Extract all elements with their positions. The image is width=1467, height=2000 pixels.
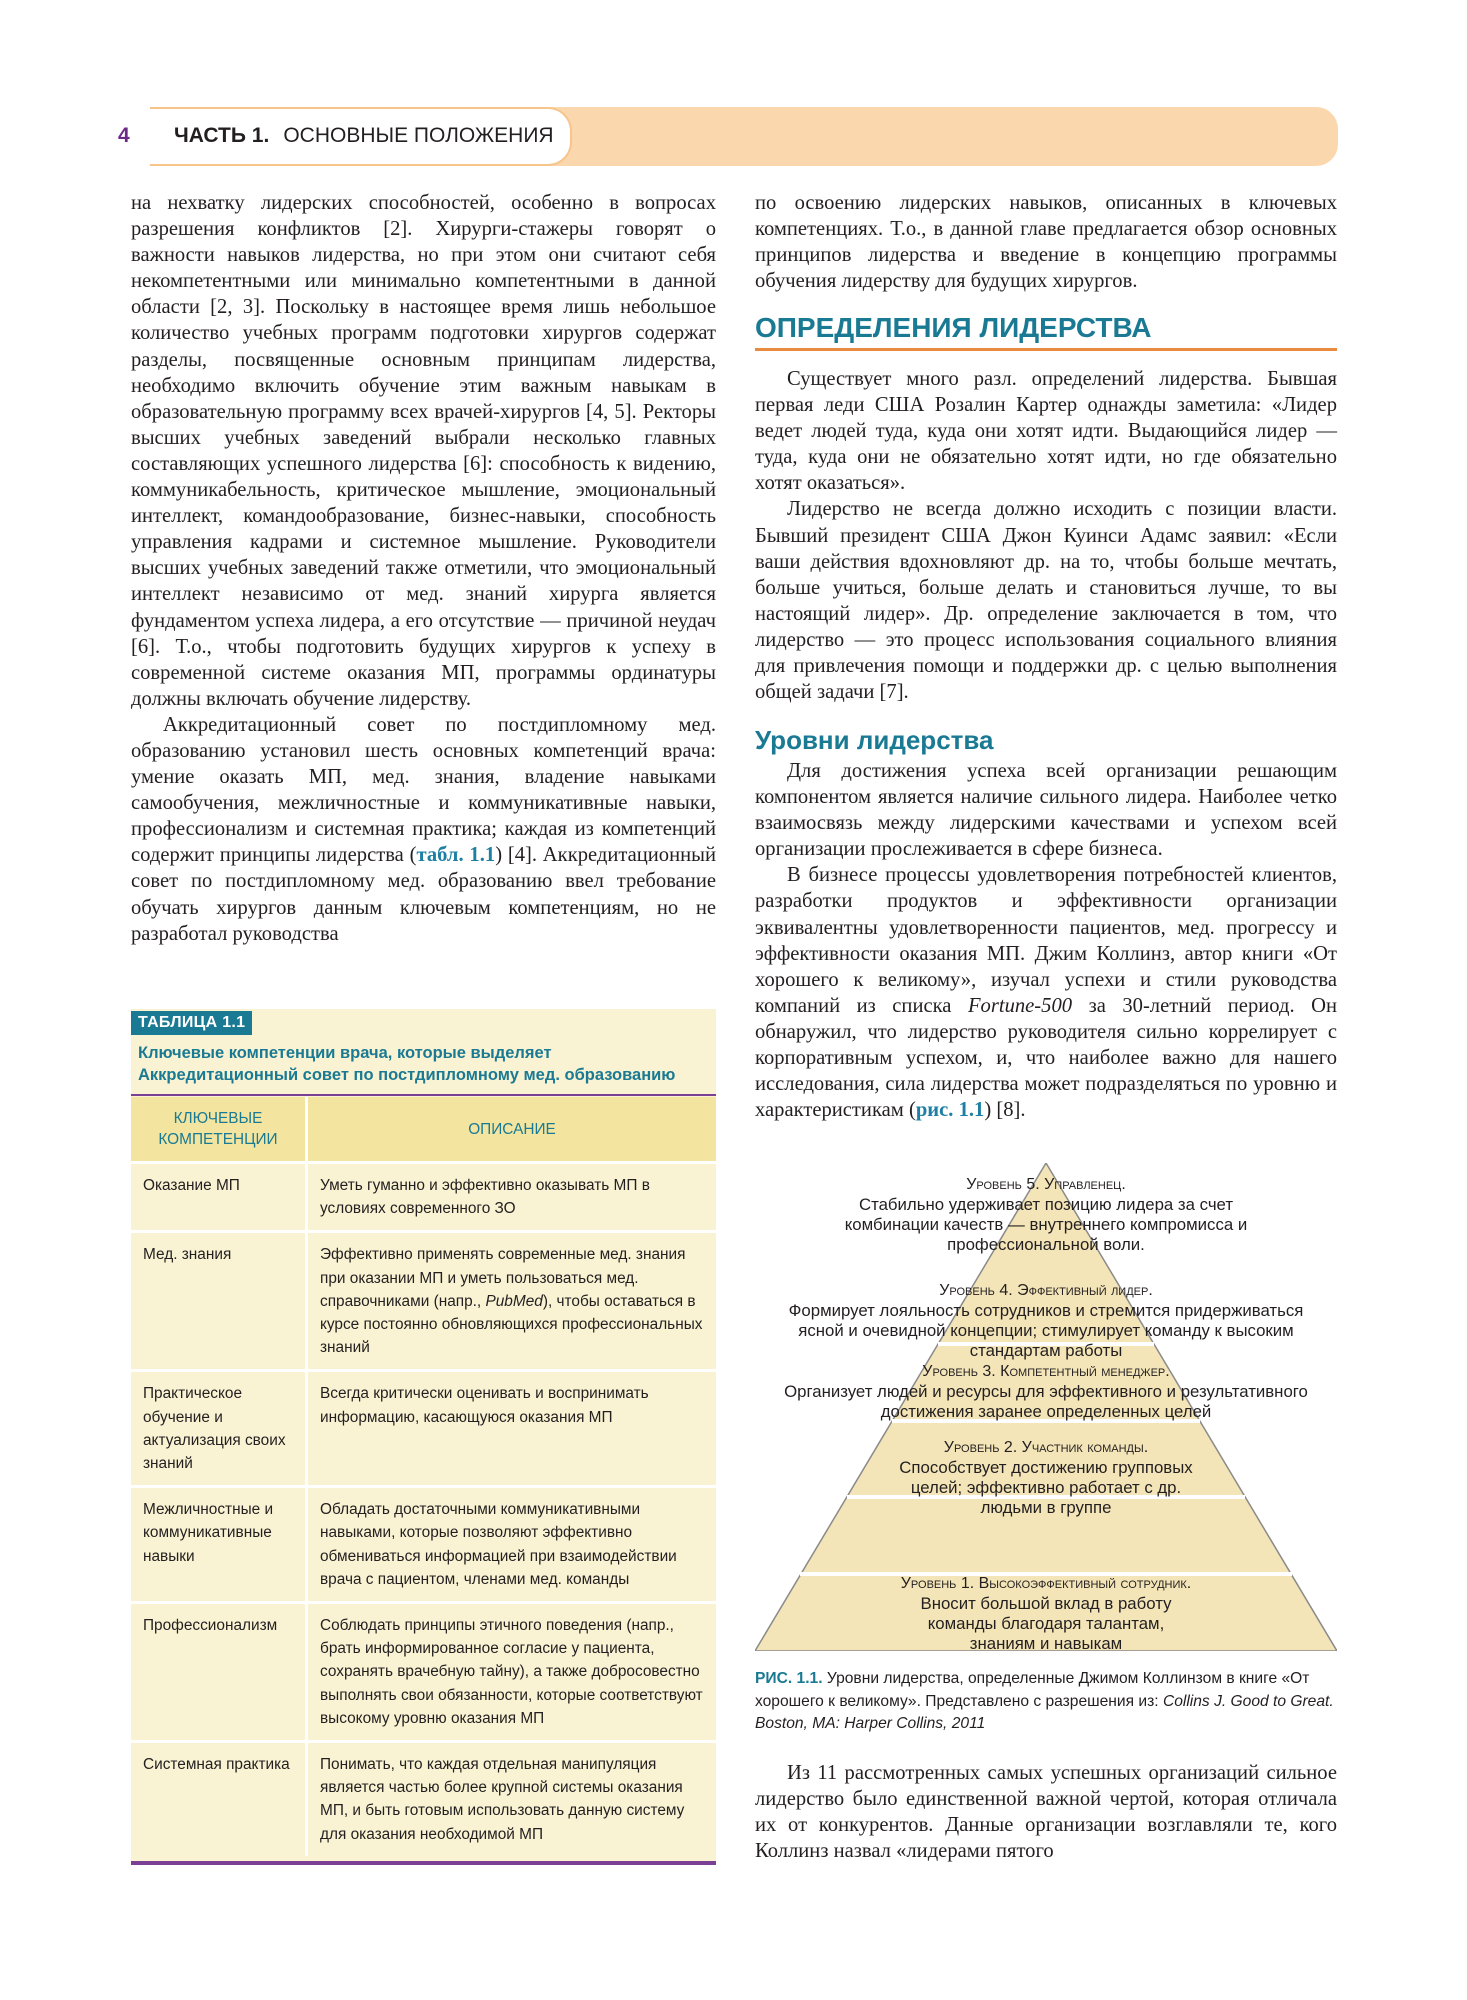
subsection-heading: Уровни лидерства	[755, 725, 994, 755]
level-title: Уровень 5. Управленец.	[966, 1176, 1126, 1193]
part-label: ЧАСТЬ 1.	[174, 124, 270, 147]
competency-description: Понимать, что каждая отдельная манипуляция является частью более крупной системы оказания МП, и быть готовым использовать данную систему для оказания необходимой МП	[307, 1742, 717, 1856]
paragraph: Лидерство не всегда должно исходить с позиции власти. Бывший президент США Джон Куинси Адамс заявил: «Если ваши действия вдохновляют др. на то, чтобы больше мечтать, больше учиться, больше делать и становиться лучше, то вы настоящий лидер». Др. определение заключается в том, что лидерство — это процесс использования социального влияния для привлечения помощи и поддержки др. с целью выполнения общей задачи [7].	[755, 498, 1337, 704]
paragraph	[131, 712, 716, 947]
paragraph: по освоению лидерских навыков, описанных в ключевых компетенциях. Т.о., в данной главе предлагается обзор основных принципов лидерства и введение в концепцию программы обучения лидерству для будущих хирургов.	[755, 192, 1337, 293]
competency-description: Всегда критически оценивать и воспринимать информацию, касающуюся оказания МП	[307, 1371, 717, 1487]
leadership-pyramid-figure	[755, 1163, 1337, 1651]
competency-description: Уметь гуманно и эффективно оказывать МП в условиях современного ЗО	[307, 1163, 717, 1232]
level-title: Уровень 2. Участник команды.	[943, 1439, 1149, 1456]
competency-name: Профессионализм	[131, 1603, 307, 1742]
level-title: Уровень 3. Компетентный менеджер.	[922, 1363, 1170, 1380]
paragraph: Существует много разл. определений лидерства. Бывшая первая леди США Розалин Картер однажды заметила: «Лидер ведет людей туда, куда они хотят идти. Выдающийся лидер — туда, куда они не обязательно хотят идти, но где обязательно хотят оказаться».	[755, 368, 1337, 495]
text-run-italic: Fortune-500	[967, 994, 1073, 1017]
table-1-1	[131, 1009, 716, 1865]
figure-label: РИС. 1.1.	[755, 1670, 823, 1687]
table-tag: ТАБЛИЦА 1.1	[131, 1011, 252, 1035]
table-row	[131, 1603, 716, 1742]
paragraph	[755, 862, 1337, 1123]
part-title: ОСНОВНЫЕ ПОЛОЖЕНИЯ	[283, 124, 554, 147]
competency-description	[307, 1232, 717, 1371]
text-run: В бизнесе процессы удовлетворения потребностей клиентов, разработки продуктов и эффективности организации эквивалентны удовлетворенности пациентов, мед. прогрессу и эффективности оказания МП. Джим Коллинз, автор книги «От хорошего к великому», изучал успехи и стили руководства компаний из списка	[755, 864, 1337, 1017]
text-run: ) [8].	[984, 1099, 1026, 1122]
paragraph: Из 11 рассмотренных самых успешных организаций сильное лидерство было единственной важной чертой, которая отличала их от конкурентов. Данные организации возглавляли те, кого Коллинз назвал «лидерами пятого	[755, 1762, 1337, 1863]
levels-text	[755, 758, 1337, 1123]
level-title: Уровень 1. Высокоэффективный сотрудник.	[900, 1575, 1192, 1592]
text-run: ), чтобы оставаться в курсе постоянно обновляющихся профессиональных знаний	[320, 1292, 703, 1357]
text-run: за 30-летний период. Он обнаружил, что лидерство руководителя сильно коррелирует с корпоративным успехом, и, что наиболее важно для нашего исследования, сила лидерства может подразделяться по уровню и характеристикам (	[755, 994, 1337, 1122]
left-column	[131, 190, 716, 947]
level-description: Стабильно удерживает позицию лидера за счет комбинации качеств — внутреннего компромисса и профессиональной воли.	[844, 1195, 1248, 1254]
text-run: Аккредитационный совет по постдипломному мед. образованию установил шесть основных компетенций врача: умение оказать МП, мед. знания, владение навыками самообучения, межличностные и коммуникативные навыки, профессионализм и системная практика; каждая из компетенций содержит принципы лидерства (	[131, 713, 716, 867]
table-row	[131, 1371, 716, 1487]
pyramid-level-1	[755, 1574, 1337, 1654]
level-title: Уровень 4. Эффективный лидер.	[939, 1282, 1153, 1299]
paragraph: Для достижения успеха всей организации решающим компонентом является наличие сильного лидера. Наиболее четко взаимосвязь между лидерскими качествами и успехом всей организации прослеживается в сфере бизнеса.	[755, 760, 1337, 861]
table-title: Ключевые компетенции врача, которые выделяет Аккредитационный совет по постдипломному мед. образованию	[138, 1044, 676, 1084]
paragraph: на нехватку лидерских способностей, особенно в вопросах разрешения конфликтов [2]. Хирурги-стажеры говорят о важности навыков лидерства, но при этом они считают себя некомпетентными или минимально компетентными в данной области [2, 3]. Поскольку в настоящее время лишь небольшое количество учебных программ подготовки хирургов содержат разделы, посвященные основным принципам лидерства, необходимо включить обучение этим важным навыкам в образовательную программу всех врачей-хирургов [4, 5]. Ректоры высших учебных заведений выбрали несколько главных составляющих успешного лидерства [6]: способность к видению, коммуникабельность, критическое мышление, эмоциональный интеллект, командообразование, бизнес-навыки, способность управления кадрами и системное мышление. Руководители высших учебных заведений также отметили, что эмоциональный интеллект независимо от мед. знаний хирурга является фундаментом успеха лидера, а его отсутствие — причиной неудач [6]. Т.о., чтобы подготовить будущих хирургов к успеху в современной системе оказания МП, программы ординатуры должны включать обучение лидерству.	[131, 192, 716, 710]
text-run: ) [4]. Аккредитационный совет по постдипломному мед. образованию ввел требование обучать хирургов данным ключевым компетенциям, но не разработал руководства	[131, 844, 716, 945]
competency-description: Соблюдать принципы этичного поведения (напр., брать информированное согласие у пациента, сохранять врачебную тайну), а также добросовестно выполнять свои обязанности, которые соответствуют высокому уровню оказания МП	[307, 1603, 717, 1742]
figure-caption	[755, 1668, 1337, 1736]
competencies-table	[131, 1097, 716, 1856]
pyramid-level-5	[755, 1175, 1337, 1255]
right-column-bottom	[755, 1760, 1337, 1864]
pyramid-level-4	[755, 1281, 1337, 1361]
competency-name: Межличностные и коммуникативные навыки	[131, 1487, 307, 1603]
column-header-description: ОПИСАНИЕ	[307, 1097, 717, 1163]
competency-name: Системная практика	[131, 1742, 307, 1856]
figure-reference-link[interactable]: рис. 1.1	[915, 1099, 985, 1122]
competency-name: Оказание МП	[131, 1163, 307, 1232]
text-run: Эффективно применять современные мед. знания при оказании МП и уметь пользоваться мед. справочниками (напр.,	[320, 1246, 686, 1310]
caption-source: Collins J. Good to Great. Boston, MA: Harper Collins, 2011	[755, 1692, 1334, 1733]
competency-name: Практическое обучение и актуализация своих знаний	[131, 1371, 307, 1487]
table-row	[131, 1487, 716, 1603]
page-number: 4	[118, 124, 130, 147]
text-run-italic: PubMed	[485, 1292, 543, 1310]
definitions-text	[755, 366, 1337, 705]
table-row	[131, 1232, 716, 1371]
table-row	[131, 1742, 716, 1856]
level-description: Вносит большой вклад в работу команды благодаря талантам, знаниям и навыкам	[920, 1594, 1172, 1653]
level-description: Организует людей и ресурсы для эффективного и результативного достижения заранее определенных целей	[784, 1382, 1308, 1421]
caption-text: Уровни лидерства, определенные Джимом Коллинзом в книге «От хорошего к великому». Представлено с разрешения из:	[755, 1670, 1310, 1710]
running-head	[174, 124, 554, 148]
competency-name: Мед. знания	[131, 1232, 307, 1371]
pyramid-level-3	[755, 1362, 1337, 1422]
section-heading: ОПРЕДЕЛЕНИЯ ЛИДЕРСТВА	[755, 312, 1337, 351]
level-description: Формирует лояльность сотрудников и стремится придерживаться ясной и очевидной концепции; стимулирует команду к высоким стандартам работы	[788, 1301, 1304, 1360]
table-rule	[131, 1094, 716, 1096]
pyramid-level-2	[755, 1438, 1337, 1518]
table-reference-link[interactable]: табл. 1.1	[416, 844, 496, 867]
level-description: Способствует достижению групповых целей; эффективно работает с др. людьми в группе	[899, 1458, 1193, 1517]
competency-description: Обладать достаточными коммуникативными навыками, которые позволяют эффективно обмениваться информацией при взаимодействии врача с пациентом, членами мед. команды	[307, 1487, 717, 1603]
right-column-top	[755, 190, 1337, 294]
table-row	[131, 1163, 716, 1232]
column-header-competencies: КЛЮЧЕВЫЕ КОМПЕТЕНЦИИ	[131, 1097, 307, 1163]
